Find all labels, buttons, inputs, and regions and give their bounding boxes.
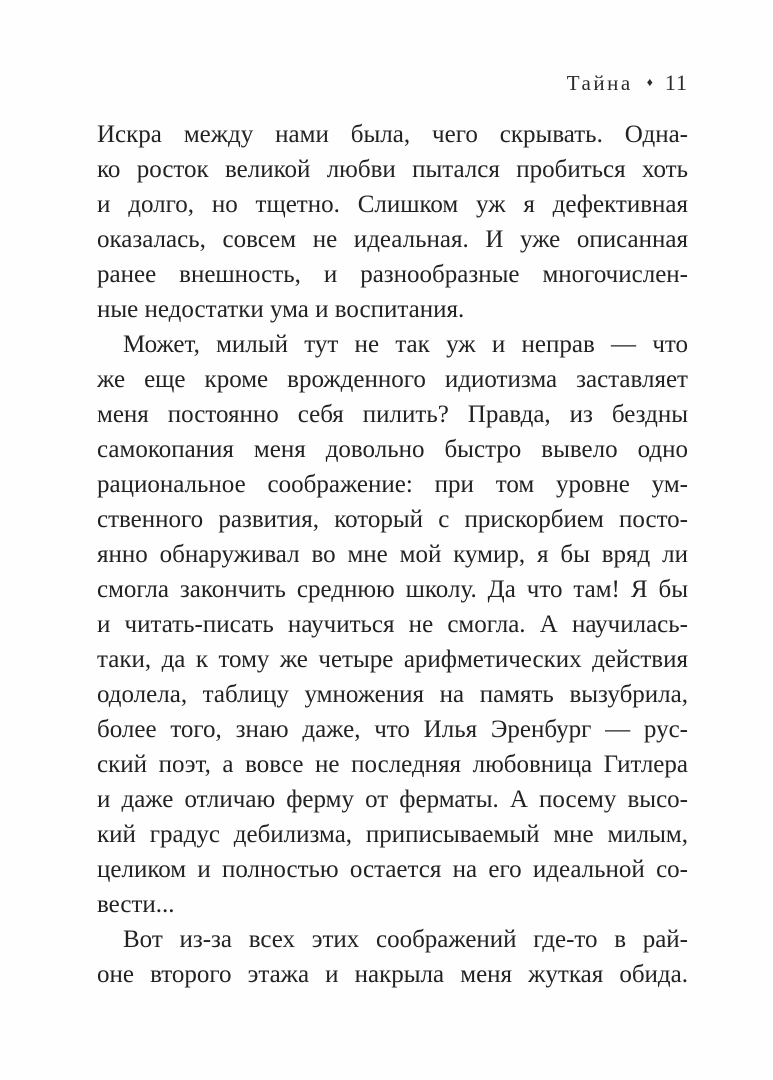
text-line: Искра между нами была, чего скрывать. Одна- bbox=[97, 121, 688, 148]
text-line: смогла закончить среднюю школу. Да что там! Я бы bbox=[97, 576, 688, 603]
page-number: 11 bbox=[664, 70, 688, 95]
text-line: меня постоянно себя пилить? Правда, из бездны bbox=[97, 401, 688, 428]
text-line: же еще кроме врожденного идиотизма заставляет bbox=[97, 366, 688, 393]
text-line: и даже отличаю ферму от ферматы. А посему высо- bbox=[97, 786, 688, 813]
text-line: оне второго этажа и накрыла меня жуткая обида. bbox=[97, 961, 688, 988]
text-line: и читать-писать научиться не смогла. А научилась- bbox=[97, 611, 688, 638]
text-line: ные недостатки ума и воспитания. bbox=[97, 296, 465, 323]
text-line: одолела, таблицу умножения на память вызубрила, bbox=[97, 681, 688, 708]
text-line: Может, милый тут не так уж и неправ — что bbox=[123, 331, 688, 358]
running-header-title: Тайна bbox=[566, 70, 633, 95]
text-line: оказалась, совсем не идеальная. И уже описанная bbox=[97, 226, 688, 253]
text-line: ственного развития, который с прискорбием посто- bbox=[97, 506, 688, 533]
text-line: и долго, но тщетно. Слишком уж я дефективная bbox=[97, 191, 688, 218]
text-line: целиком и полностью остается на его идеальной со- bbox=[97, 856, 688, 883]
text-line: таки, да к тому же четыре арифметических действия bbox=[97, 646, 688, 673]
text-line: ский поэт, а вовсе не последняя любовница Гитлера bbox=[97, 751, 688, 778]
text-line: рациональное соображение: при том уровне ум- bbox=[97, 471, 688, 498]
text-line: ранее внешность, и разнообразные многочислен- bbox=[97, 261, 688, 288]
text-line: самокопания меня довольно быстро вывело одно bbox=[97, 436, 688, 463]
diamond-separator-icon: ♦ bbox=[646, 74, 653, 89]
running-header bbox=[567, 70, 688, 96]
text-line: более того, знаю даже, что Илья Эренбург — рус- bbox=[97, 716, 688, 743]
text-line: Вот из-за всех этих соображений где-то в рай- bbox=[123, 926, 688, 953]
text-line: янно обнаруживал во мне мой кумир, я бы вряд ли bbox=[97, 541, 688, 568]
text-line: ко росток великой любви пытался пробиться хоть bbox=[97, 156, 688, 183]
text-line: вести... bbox=[97, 891, 175, 918]
text-line: кий градус дебилизма, приписываемый мне милым, bbox=[97, 821, 688, 848]
text-block bbox=[97, 117, 688, 992]
